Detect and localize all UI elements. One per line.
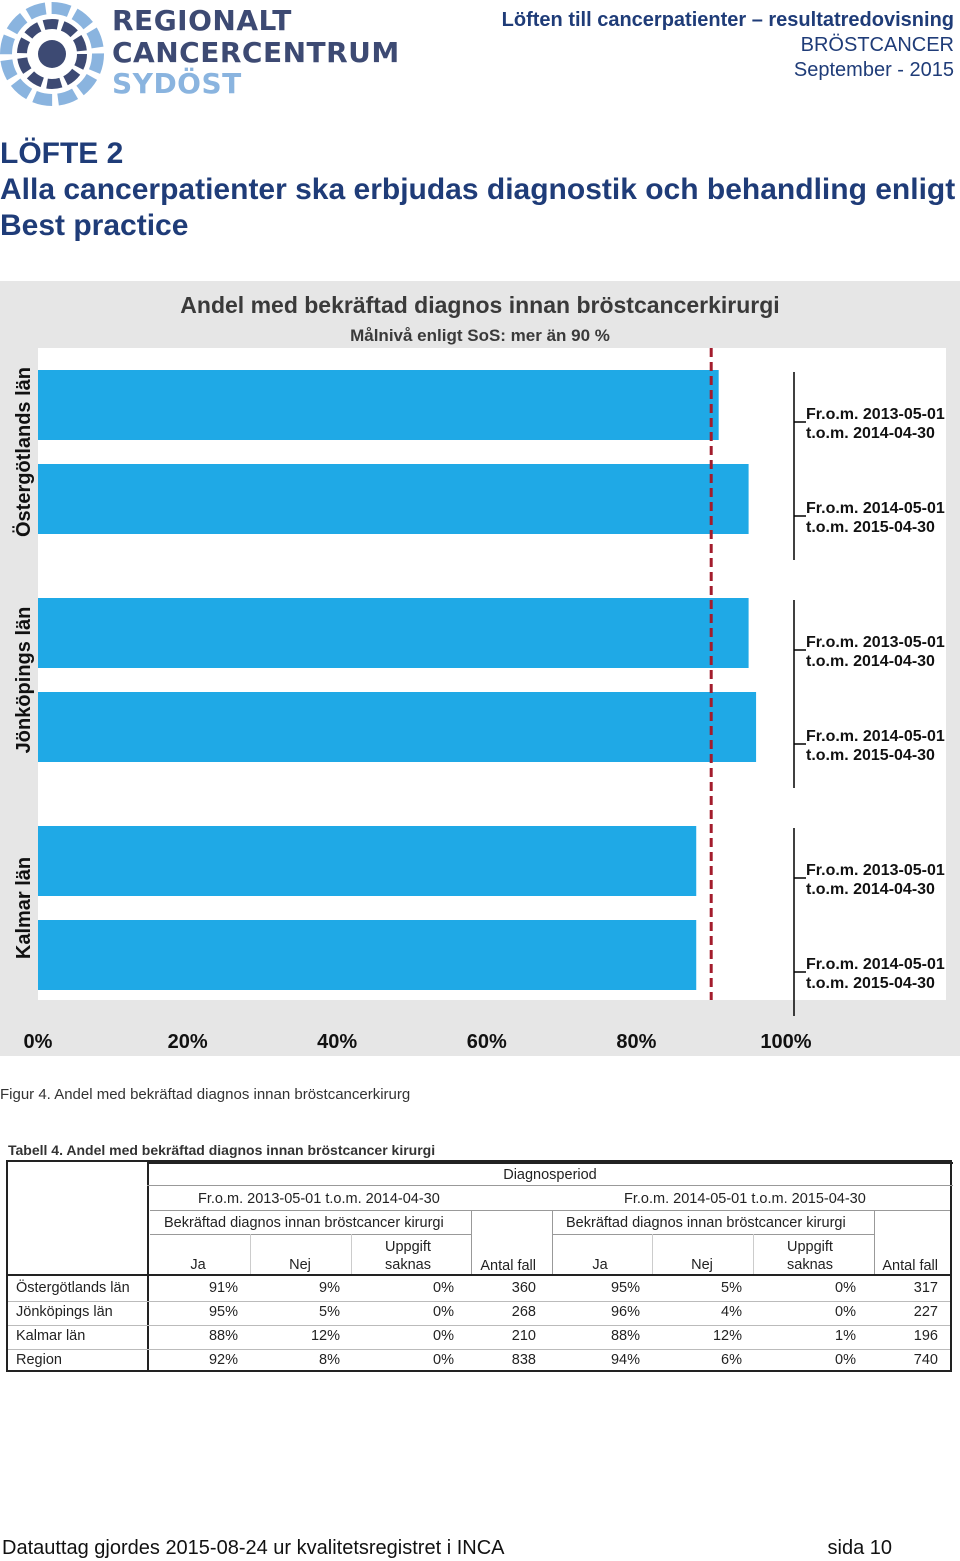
x-tick-label: 80% <box>616 1031 657 1053</box>
report-title: Löften till cancerpatienter – resultatredovisning <box>501 9 954 31</box>
logo-text-line3: SYDÖST <box>112 67 242 100</box>
x-tick-label: 60% <box>466 1031 507 1053</box>
bar <box>38 826 696 896</box>
table-group-header-2: Bekräftad diagnos innan bröstcancer kirurgi <box>566 1215 846 1231</box>
rcc-logo <box>0 0 400 108</box>
period-label-to: t.o.m. 2015-04-30 <box>806 975 935 992</box>
x-tick-label: 100% <box>760 1031 812 1053</box>
period-label-to: t.o.m. 2014-04-30 <box>806 653 935 670</box>
plot-area <box>38 348 946 1000</box>
row-label: Kalmar län <box>16 1328 86 1344</box>
table-period2-header: Fr.o.m. 2014-05-01 t.o.m. 2015-04-30 <box>624 1191 866 1207</box>
x-tick-label: 20% <box>167 1031 208 1053</box>
row-label: Region <box>16 1352 62 1368</box>
bar <box>38 598 749 668</box>
table-cell: 12% <box>310 1328 340 1344</box>
table-cell: 0% <box>835 1352 856 1368</box>
group-label: Östergötlands län <box>13 366 35 538</box>
table-cell: 210 <box>511 1328 536 1344</box>
lofte-description: Alla cancerpatienter ska erbjudas diagnostik och behandling enligt Best practice <box>0 173 956 242</box>
bar-chart <box>0 348 960 1060</box>
table-cell: 196 <box>913 1328 938 1344</box>
table-cell: 0% <box>835 1280 856 1296</box>
chart-title: Andel med bekräftad diagnos innan bröstcancerkirurgi <box>180 292 780 318</box>
period-label-from: Fr.o.m. 2013-05-01 <box>806 862 945 879</box>
table-cell: 0% <box>835 1304 856 1320</box>
table-cell: 0% <box>433 1280 454 1296</box>
table-cell: 94% <box>610 1352 640 1368</box>
period-label-from: Fr.o.m. 2014-05-01 <box>806 956 945 973</box>
period-label-to: t.o.m. 2014-04-30 <box>806 425 935 442</box>
table-cell: 4% <box>721 1304 742 1320</box>
col-ja-1: Ja <box>190 1257 206 1273</box>
bar <box>38 692 756 762</box>
chart-subtitle: Målnivå enligt SoS: mer än 90 % <box>350 326 610 345</box>
rcc-logo-icon <box>0 0 105 108</box>
table-cell: 268 <box>511 1304 536 1320</box>
table-cell: 9% <box>319 1280 340 1296</box>
table-cell: 360 <box>511 1280 536 1296</box>
table-cell: 227 <box>913 1304 938 1320</box>
logo-text-line2: CANCERCENTRUM <box>112 36 400 69</box>
col-uppgift-2a: Uppgift <box>787 1239 833 1255</box>
table-cell: 0% <box>433 1304 454 1320</box>
col-uppgift-2b: saknas <box>787 1257 833 1273</box>
period-label-to: t.o.m. 2015-04-30 <box>806 519 935 536</box>
period-label-from: Fr.o.m. 2013-05-01 <box>806 406 945 423</box>
table-group-header-1: Bekräftad diagnos innan bröstcancer kirurgi <box>164 1215 444 1231</box>
row-divider <box>8 1349 950 1350</box>
table-period1-header: Fr.o.m. 2013-05-01 t.o.m. 2014-04-30 <box>198 1191 440 1207</box>
group-label: Kalmar län <box>13 856 35 960</box>
footer-page-number: sida 10 <box>827 1537 892 1559</box>
results-table <box>6 1160 952 1372</box>
table-cell: 317 <box>913 1280 938 1296</box>
table-cell: 0% <box>433 1352 454 1368</box>
period-label-from: Fr.o.m. 2013-05-01 <box>806 634 945 651</box>
col-antal-1: Antal fall <box>480 1258 536 1274</box>
x-tick-label: 0% <box>23 1031 53 1053</box>
group-label: Jönköpings län <box>13 606 35 754</box>
period-label-to: t.o.m. 2015-04-30 <box>806 747 935 764</box>
col-antal-2: Antal fall <box>882 1258 938 1274</box>
row-label: Östergötlands län <box>16 1280 130 1296</box>
table-cell: 8% <box>319 1352 340 1368</box>
table-cell: 92% <box>208 1352 238 1368</box>
table-super-header: Diagnosperiod <box>503 1167 597 1183</box>
figure-caption: Figur 4. Andel med bekräftad diagnos innan bröstcancerkirurg <box>0 1086 411 1103</box>
row-label: Jönköpings län <box>16 1304 113 1320</box>
report-subject: BRÖSTCANCER <box>800 34 954 56</box>
col-ja-2: Ja <box>592 1257 608 1273</box>
x-tick-label: 40% <box>317 1031 358 1053</box>
bar <box>38 920 696 990</box>
row-divider <box>8 1325 950 1326</box>
table-cell: 1% <box>835 1328 856 1344</box>
table-cell: 6% <box>721 1352 742 1368</box>
bar <box>38 370 719 440</box>
table-title: Tabell 4. Andel med bekräftad diagnos innan bröstcancer kirurgi <box>8 1142 436 1158</box>
table-cell: 740 <box>913 1352 938 1368</box>
col-uppgift-1b: saknas <box>385 1257 431 1273</box>
col-uppgift-1a: Uppgift <box>385 1239 431 1255</box>
report-date: September - 2015 <box>793 59 954 81</box>
table-cell: 96% <box>610 1304 640 1320</box>
footer-source: Datauttag gjordes 2015-08-24 ur kvalitetsregistret i INCA <box>2 1537 505 1559</box>
logo-text-line1: REGIONALT <box>112 4 292 37</box>
table-cell: 5% <box>319 1304 340 1320</box>
bar <box>38 464 749 534</box>
col-nej-1: Nej <box>289 1257 311 1273</box>
period-label-from: Fr.o.m. 2014-05-01 <box>806 500 945 517</box>
period-label-to: t.o.m. 2014-04-30 <box>806 881 935 898</box>
table-cell: 95% <box>610 1280 640 1296</box>
table-cell: 88% <box>610 1328 640 1344</box>
table-cell: 12% <box>712 1328 742 1344</box>
lofte-heading: LÖFTE 2 <box>0 137 124 170</box>
table-cell: 5% <box>721 1280 742 1296</box>
row-divider <box>8 1301 950 1302</box>
table-cell: 838 <box>511 1352 536 1368</box>
col-nej-2: Nej <box>691 1257 713 1273</box>
table-cell: 91% <box>208 1280 238 1296</box>
period-label-from: Fr.o.m. 2014-05-01 <box>806 728 945 745</box>
table-cell: 88% <box>208 1328 238 1344</box>
table-cell: 0% <box>433 1328 454 1344</box>
table-cell: 95% <box>208 1304 238 1320</box>
